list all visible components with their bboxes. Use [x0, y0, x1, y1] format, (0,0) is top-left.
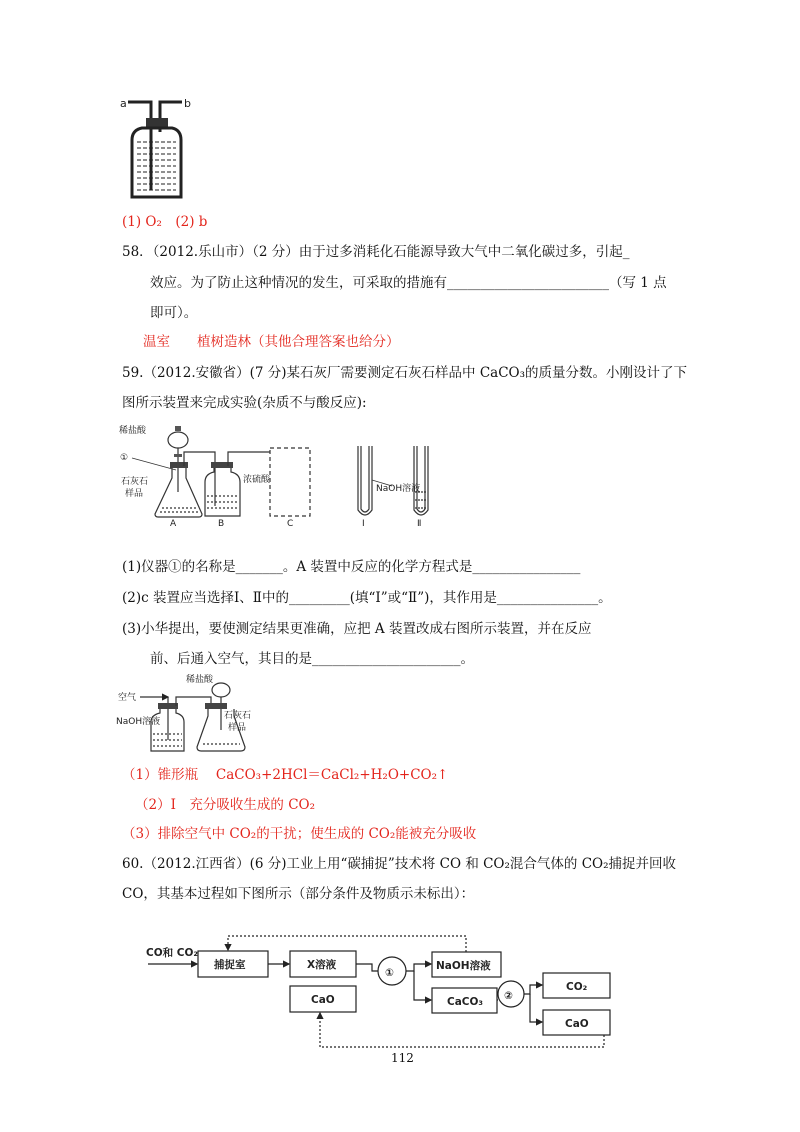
label-step-1: ① — [385, 967, 394, 979]
question-58-line-3: 即可）。 — [150, 305, 198, 321]
question-59-sub-3b: 前、后通入空气，其目的是______________________。 — [150, 651, 474, 667]
label-sample-2: 样品 — [228, 723, 247, 733]
label-naoh-solution: NaOH溶液 — [376, 484, 421, 494]
question-58-line-1: 58．（2012.乐山市）（2 分）由于过多消耗化石能源导致大气中二氧化碳过多，引起_ — [122, 244, 630, 260]
label-I: Ⅰ — [362, 519, 365, 529]
question-59-line-2: 图所示装置来完成实验(杂质不与酸反应): — [122, 395, 367, 411]
question-59-line-1: 59.（2012.安徽省）(7 分)某石灰厂需要测定石灰石样品中 CaCO₃的质量分数。小刚设计了下 — [122, 365, 688, 381]
label-limestone: 石灰石 — [121, 477, 149, 487]
question-59-sub-1: (1)仪器①的名称是_______。A 装置中反应的化学方程式是________________ — [122, 559, 581, 575]
label-capture-chamber: 捕捉室 — [214, 959, 246, 971]
label-co-and-co2: CO和 CO₂ — [146, 947, 199, 959]
question-60-line-1: 60.（2012.江西省）(6 分)工业上用“碳捕捉”技术将 CO 和 CO₂混合气体的 CO₂捕捉并回收 — [122, 856, 677, 872]
answer-58: 温室 植树造林（其他合理答案也给分） — [143, 334, 400, 350]
answer-59-2: （2）I 充分吸收生成的 CO₂ — [135, 797, 316, 813]
question-59-sub-3a: (3)小华提出，要使测定结果更准确，应把 A 装置改成右图所示装置，并在反应 — [122, 621, 592, 637]
answer-59-3: （3）排除空气中 CO₂的干扰；使生成的 CO₂能被充分吸收 — [122, 826, 477, 842]
label-b: b — [184, 97, 191, 110]
label-A: A — [170, 519, 177, 529]
label-II: Ⅱ — [417, 519, 422, 529]
label-a: a — [120, 97, 127, 110]
apparatus-figure-59 — [119, 424, 428, 529]
label-naoh-solution-2: NaOH溶液 — [116, 717, 161, 727]
question-60-line-2: CO，其基本过程如下图所示（部分条件及物质示未标出）： — [122, 886, 475, 902]
carbon-capture-flow-diagram — [146, 936, 610, 1047]
label-instrument-1: ① — [120, 453, 129, 463]
answer-57: (1) O₂ (2) b — [122, 214, 208, 230]
label-B: B — [218, 519, 225, 529]
label-naoh: NaOH溶液 — [436, 960, 491, 972]
label-sample: 样品 — [125, 489, 144, 499]
label-air: 空气 — [118, 693, 137, 703]
label-x-solution: X溶液 — [307, 959, 337, 971]
gas-bottle-figure — [120, 97, 191, 197]
label-co2: CO₂ — [566, 981, 588, 993]
question-58-line-2: 效应。为了防止这种情况的发生，可采取的措施有________________________（写 1 点 — [150, 275, 667, 291]
label-conc-sulfuric: 浓硫酸 — [243, 475, 271, 485]
label-cao-left: CaO — [311, 994, 335, 1006]
label-cao-right: CaO — [565, 1018, 589, 1030]
apparatus-figure-59-modified — [116, 673, 251, 751]
label-step-2: ② — [504, 990, 513, 1002]
label-dilute-hcl: 稀盐酸 — [119, 426, 147, 436]
label-caco3: CaCO₃ — [447, 996, 484, 1008]
label-limestone-2: 石灰石 — [224, 711, 252, 721]
page-number: 112 — [391, 1051, 414, 1065]
label-dilute-hcl-2: 稀盐酸 — [186, 675, 214, 685]
question-59-sub-2: (2)c 装置应当选择Ⅰ、Ⅱ中的_________(填“Ⅰ”或“Ⅱ”)，其作用是_______________。 — [122, 590, 612, 606]
answer-59-1: （1）锥形瓶 CaCO₃+2HCl＝CaCl₂+H₂O+CO₂↑ — [122, 767, 449, 783]
label-C: C — [287, 519, 294, 529]
